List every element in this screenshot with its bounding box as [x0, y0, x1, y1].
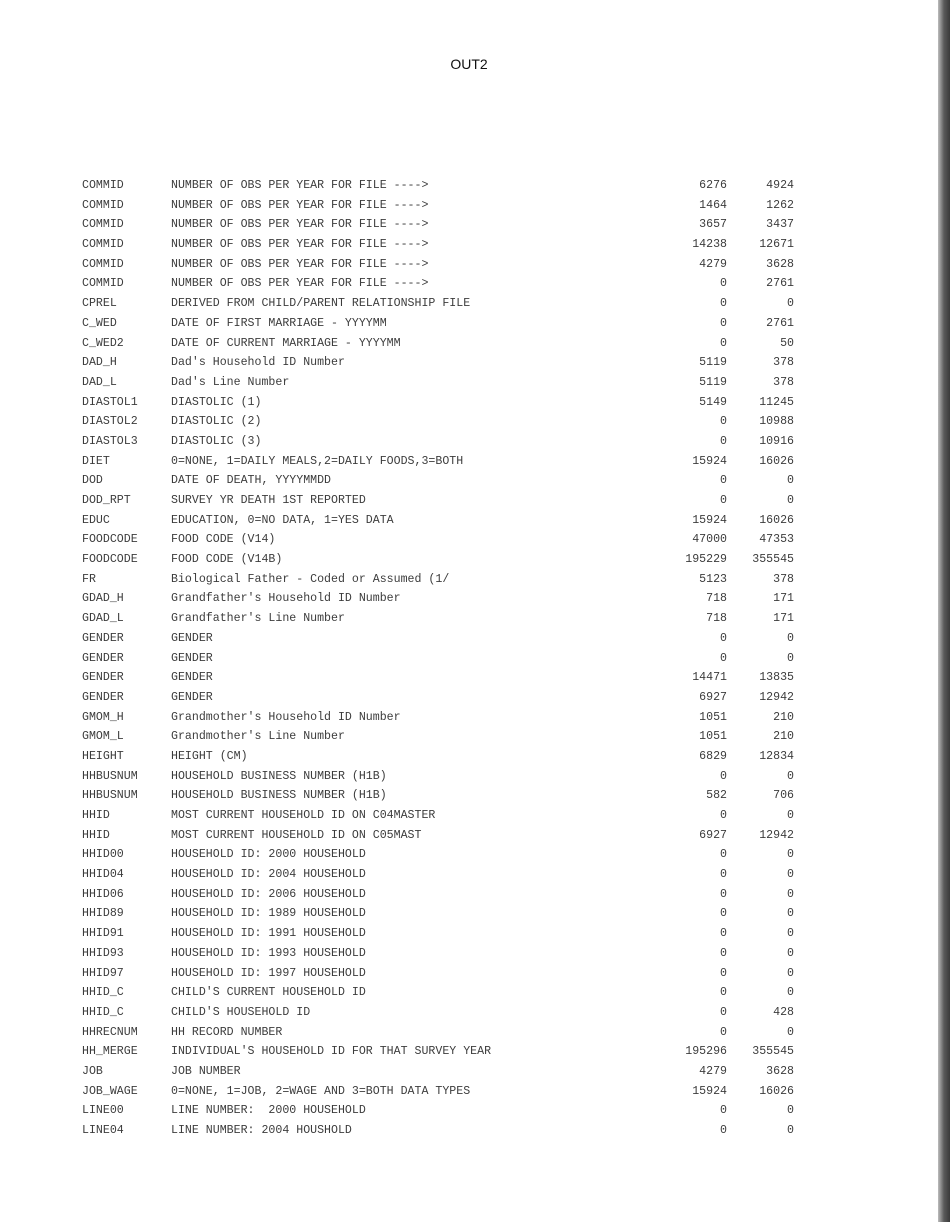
- count-col-2: 378: [773, 356, 794, 370]
- variable-description: GENDER: [171, 671, 213, 685]
- variable-description: GENDER: [171, 651, 213, 665]
- variable-name: C_WED: [82, 316, 117, 330]
- count-col-1: 6927: [699, 690, 727, 704]
- count-col-2: 0: [787, 986, 794, 1000]
- table-row: [82, 806, 802, 826]
- count-col-1: 47000: [692, 533, 727, 547]
- count-col-2: 16026: [759, 513, 794, 527]
- variable-name: LINE04: [82, 1124, 124, 1137]
- count-col-2: 355545: [752, 1045, 794, 1059]
- variable-name: HHID_C: [82, 1005, 124, 1019]
- table-row: [82, 570, 802, 590]
- variable-description: DERIVED FROM CHILD/PARENT RELATIONSHIP FILE: [171, 297, 471, 311]
- variable-name: HEIGHT: [82, 749, 124, 763]
- table-row: [82, 688, 802, 708]
- count-col-2: 1262: [766, 198, 794, 212]
- table-row: [82, 944, 802, 964]
- count-col-1: 5123: [699, 572, 727, 586]
- count-col-2: 355545: [752, 553, 794, 567]
- count-col-2: 12942: [759, 828, 794, 842]
- page-edge-shadow: [938, 0, 950, 1222]
- table-row: [82, 1082, 802, 1102]
- variable-name: DIASTOL3: [82, 434, 138, 448]
- variable-name: COMMID: [82, 198, 124, 212]
- table-row: [82, 294, 802, 314]
- variable-name: FOODCODE: [82, 553, 138, 567]
- count-col-1: 0: [720, 336, 727, 350]
- count-col-1: 6276: [699, 179, 727, 192]
- variable-name: HHID93: [82, 946, 124, 960]
- table-row: [82, 196, 802, 216]
- variable-name: COMMID: [82, 257, 124, 271]
- count-col-2: 16026: [759, 454, 794, 468]
- count-col-2: 0: [787, 907, 794, 921]
- count-col-1: 0: [720, 809, 727, 822]
- variable-description: DIASTOLIC (2): [171, 415, 262, 429]
- count-col-2: 3628: [766, 257, 794, 271]
- table-row: [82, 353, 802, 373]
- table-row: [82, 964, 802, 984]
- variable-description: DIASTOLIC (1): [171, 395, 262, 409]
- variable-description: Grandfather's Household ID Number: [171, 592, 401, 606]
- variable-description: Dad's Line Number: [171, 375, 290, 389]
- count-col-1: 0: [720, 474, 727, 488]
- count-col-1: 5149: [699, 395, 727, 409]
- variable-description: HOUSEHOLD ID: 1991 HOUSEHOLD: [171, 927, 366, 941]
- variable-description: MOST CURRENT HOUSEHOLD ID ON C05MAST: [171, 828, 422, 842]
- table-row: [82, 983, 802, 1003]
- count-col-1: 0: [720, 415, 727, 429]
- table-row: [82, 215, 802, 235]
- count-col-2: 0: [787, 887, 794, 901]
- table-row: [82, 432, 802, 452]
- variable-name: HHID97: [82, 966, 124, 980]
- count-col-2: 13835: [759, 671, 794, 685]
- count-col-1: 0: [720, 1124, 727, 1137]
- table-row: [82, 904, 802, 924]
- count-col-1: 718: [706, 592, 727, 606]
- count-col-1: 0: [720, 434, 727, 448]
- variable-name: HHID00: [82, 848, 124, 862]
- variable-description: NUMBER OF OBS PER YEAR FOR FILE ---->: [171, 257, 429, 271]
- variable-name: HHRECNUM: [82, 1025, 138, 1039]
- variable-name: GENDER: [82, 631, 124, 645]
- count-col-1: 0: [720, 297, 727, 311]
- count-col-2: 47353: [759, 533, 794, 547]
- variable-name: GMOM_L: [82, 730, 124, 744]
- variable-description: Dad's Household ID Number: [171, 356, 345, 370]
- count-col-1: 0: [720, 1025, 727, 1039]
- table-row: [82, 373, 802, 393]
- table-row: [82, 649, 802, 669]
- variable-name: HHID06: [82, 887, 124, 901]
- variable-name: HHID_C: [82, 986, 124, 1000]
- variable-description: NUMBER OF OBS PER YEAR FOR FILE ---->: [171, 238, 429, 252]
- count-col-1: 0: [720, 868, 727, 882]
- variable-name: DAD_L: [82, 375, 117, 389]
- variable-name: C_WED2: [82, 336, 124, 350]
- count-col-1: 0: [720, 907, 727, 921]
- count-col-2: 706: [773, 789, 794, 803]
- variable-description: CHILD'S CURRENT HOUSEHOLD ID: [171, 986, 366, 1000]
- variable-name: HHID: [82, 809, 110, 822]
- count-col-1: 195229: [685, 553, 727, 567]
- table-row: [82, 826, 802, 846]
- variable-name: HHID04: [82, 868, 124, 882]
- count-col-1: 5119: [699, 356, 727, 370]
- variable-description: DATE OF CURRENT MARRIAGE - YYYYMM: [171, 336, 401, 350]
- count-col-2: 0: [787, 651, 794, 665]
- variable-description: NUMBER OF OBS PER YEAR FOR FILE ---->: [171, 179, 429, 192]
- variable-description: 0=NONE, 1=DAILY MEALS,2=DAILY FOODS,3=BOTH: [171, 454, 464, 468]
- count-col-2: 171: [773, 592, 794, 606]
- count-col-1: 718: [706, 612, 727, 626]
- variable-name: DOD: [82, 474, 103, 488]
- table-row: [82, 314, 802, 334]
- variable-description: 0=NONE, 1=JOB, 2=WAGE AND 3=BOTH DATA TYPES: [171, 1084, 471, 1098]
- table-row: [82, 845, 802, 865]
- table-row: [82, 885, 802, 905]
- variable-name: LINE00: [82, 1104, 124, 1118]
- count-col-2: 12942: [759, 690, 794, 704]
- count-col-2: 0: [787, 927, 794, 941]
- variable-description: HOUSEHOLD ID: 1993 HOUSEHOLD: [171, 946, 366, 960]
- count-col-1: 0: [720, 316, 727, 330]
- count-col-2: 0: [787, 1124, 794, 1137]
- count-col-2: 0: [787, 848, 794, 862]
- count-col-2: 428: [773, 1005, 794, 1019]
- variable-name: DIASTOL2: [82, 415, 138, 429]
- count-col-2: 0: [787, 474, 794, 488]
- count-col-2: 0: [787, 1025, 794, 1039]
- count-col-2: 3628: [766, 1064, 794, 1078]
- variable-description: DATE OF FIRST MARRIAGE - YYYYMM: [171, 316, 387, 330]
- count-col-1: 195296: [685, 1045, 727, 1059]
- table-row: [82, 1023, 802, 1043]
- variable-description: NUMBER OF OBS PER YEAR FOR FILE ---->: [171, 218, 429, 232]
- variable-name: COMMID: [82, 238, 124, 252]
- variable-description: CHILD'S HOUSEHOLD ID: [171, 1005, 311, 1019]
- table-row: [82, 629, 802, 649]
- count-col-2: 0: [787, 868, 794, 882]
- count-col-1: 1051: [699, 730, 727, 744]
- count-col-2: 0: [787, 946, 794, 960]
- table-row: [82, 274, 802, 294]
- count-col-1: 15924: [692, 513, 727, 527]
- variable-name: DIASTOL1: [82, 395, 138, 409]
- table-row: [82, 924, 802, 944]
- count-col-1: 1464: [699, 198, 727, 212]
- table-row: [82, 550, 802, 570]
- variable-name: HHID89: [82, 907, 124, 921]
- count-col-1: 0: [720, 946, 727, 960]
- count-col-2: 0: [787, 769, 794, 783]
- count-col-1: 4279: [699, 1064, 727, 1078]
- table-row: [82, 1101, 802, 1121]
- count-col-2: 50: [780, 336, 794, 350]
- variable-description: EDUCATION, 0=NO DATA, 1=YES DATA: [171, 513, 394, 527]
- count-col-2: 16026: [759, 1084, 794, 1098]
- variable-description: FOOD CODE (V14): [171, 533, 276, 547]
- table-row: [82, 708, 802, 728]
- variable-name: DIET: [82, 454, 110, 468]
- table-row: [82, 668, 802, 688]
- variable-name: DOD_RPT: [82, 494, 131, 507]
- variable-name: DAD_H: [82, 356, 117, 370]
- table-row: [82, 176, 802, 196]
- table-row: [82, 1042, 802, 1062]
- count-col-2: 378: [773, 375, 794, 389]
- variable-name: HH_MERGE: [82, 1045, 138, 1059]
- variable-list: [82, 176, 802, 1141]
- table-row: [82, 1003, 802, 1023]
- variable-name: FR: [82, 572, 96, 586]
- variable-description: HOUSEHOLD ID: 1997 HOUSEHOLD: [171, 966, 366, 980]
- variable-description: LINE NUMBER: 2004 HOUSHOLD: [171, 1124, 352, 1137]
- count-col-2: 0: [787, 1104, 794, 1118]
- variable-name: COMMID: [82, 218, 124, 232]
- variable-description: Grandfather's Line Number: [171, 612, 345, 626]
- count-col-2: 10988: [759, 415, 794, 429]
- variable-description: FOOD CODE (V14B): [171, 553, 283, 567]
- table-row: [82, 255, 802, 275]
- variable-name: GDAD_H: [82, 592, 124, 606]
- variable-description: GENDER: [171, 690, 213, 704]
- variable-description: HOUSEHOLD ID: 1989 HOUSEHOLD: [171, 907, 366, 921]
- table-row: [82, 334, 802, 354]
- count-col-1: 0: [720, 966, 727, 980]
- count-col-2: 11245: [759, 395, 794, 409]
- count-col-1: 582: [706, 789, 727, 803]
- variable-name: GMOM_H: [82, 710, 124, 724]
- table-row: [82, 786, 802, 806]
- count-col-2: 0: [787, 631, 794, 645]
- variable-name: GDAD_L: [82, 612, 124, 626]
- variable-description: SURVEY YR DEATH 1ST REPORTED: [171, 494, 366, 507]
- table-row: [82, 1121, 802, 1141]
- variable-description: LINE NUMBER: 2000 HOUSEHOLD: [171, 1104, 366, 1118]
- variable-name: JOB: [82, 1064, 103, 1078]
- variable-description: MOST CURRENT HOUSEHOLD ID ON C04MASTER: [171, 809, 436, 822]
- count-col-1: 14238: [692, 238, 727, 252]
- count-col-1: 6927: [699, 828, 727, 842]
- count-col-1: 0: [720, 1005, 727, 1019]
- variable-description: INDIVIDUAL'S HOUSEHOLD ID FOR THAT SURVEY YEAR: [171, 1045, 492, 1059]
- count-col-2: 0: [787, 809, 794, 822]
- count-col-1: 0: [720, 277, 727, 291]
- count-col-1: 0: [720, 887, 727, 901]
- variable-description: HOUSEHOLD BUSINESS NUMBER (H1B): [171, 789, 387, 803]
- variable-name: HHBUSNUM: [82, 769, 138, 783]
- count-col-2: 378: [773, 572, 794, 586]
- count-col-2: 12671: [759, 238, 794, 252]
- count-col-2: 2761: [766, 277, 794, 291]
- table-row: [82, 865, 802, 885]
- count-col-2: 2761: [766, 316, 794, 330]
- count-col-2: 0: [787, 966, 794, 980]
- page-title: OUT2: [450, 56, 488, 72]
- count-col-2: 210: [773, 730, 794, 744]
- table-row: [82, 393, 802, 413]
- table-row: [82, 452, 802, 472]
- variable-description: HOUSEHOLD BUSINESS NUMBER (H1B): [171, 769, 387, 783]
- table-row: [82, 530, 802, 550]
- variable-name: FOODCODE: [82, 533, 138, 547]
- count-col-1: 0: [720, 986, 727, 1000]
- table-row: [82, 767, 802, 787]
- count-col-1: 0: [720, 927, 727, 941]
- variable-description: Grandmother's Line Number: [171, 730, 345, 744]
- variable-description: Grandmother's Household ID Number: [171, 710, 401, 724]
- count-col-2: 0: [787, 494, 794, 507]
- variable-name: CPREL: [82, 297, 117, 311]
- variable-name: GENDER: [82, 651, 124, 665]
- variable-description: HOUSEHOLD ID: 2004 HOUSEHOLD: [171, 868, 366, 882]
- variable-description: HH RECORD NUMBER: [171, 1025, 283, 1039]
- variable-description: HOUSEHOLD ID: 2006 HOUSEHOLD: [171, 887, 366, 901]
- variable-description: HEIGHT (CM): [171, 749, 248, 763]
- variable-name: COMMID: [82, 179, 124, 192]
- count-col-2: 4924: [766, 179, 794, 192]
- variable-name: HHID91: [82, 927, 124, 941]
- count-col-2: 171: [773, 612, 794, 626]
- table-row: [82, 471, 802, 491]
- count-col-2: 0: [787, 297, 794, 311]
- variable-description: GENDER: [171, 631, 213, 645]
- variable-name: EDUC: [82, 513, 110, 527]
- variable-description: Biological Father - Coded or Assumed (1/: [171, 572, 450, 586]
- table-row: [82, 412, 802, 432]
- count-col-1: 3657: [699, 218, 727, 232]
- count-col-1: 0: [720, 494, 727, 507]
- count-col-2: 12834: [759, 749, 794, 763]
- variable-name: GENDER: [82, 671, 124, 685]
- count-col-1: 15924: [692, 1084, 727, 1098]
- count-col-1: 0: [720, 769, 727, 783]
- count-col-2: 10916: [759, 434, 794, 448]
- variable-description: NUMBER OF OBS PER YEAR FOR FILE ---->: [171, 277, 429, 291]
- count-col-1: 6829: [699, 749, 727, 763]
- variable-description: JOB NUMBER: [171, 1064, 241, 1078]
- count-col-1: 0: [720, 631, 727, 645]
- table-row: [82, 511, 802, 531]
- count-col-1: 0: [720, 848, 727, 862]
- table-row: [82, 235, 802, 255]
- count-col-1: 0: [720, 651, 727, 665]
- count-col-2: 3437: [766, 218, 794, 232]
- variable-description: DIASTOLIC (3): [171, 434, 262, 448]
- table-row: [82, 1062, 802, 1082]
- variable-name: COMMID: [82, 277, 124, 291]
- table-row: [82, 609, 802, 629]
- count-col-1: 5119: [699, 375, 727, 389]
- table-row: [82, 589, 802, 609]
- count-col-2: 210: [773, 710, 794, 724]
- count-col-1: 14471: [692, 671, 727, 685]
- count-col-1: 1051: [699, 710, 727, 724]
- variable-description: NUMBER OF OBS PER YEAR FOR FILE ---->: [171, 198, 429, 212]
- variable-name: JOB_WAGE: [82, 1084, 138, 1098]
- variable-description: DATE OF DEATH, YYYYMMDD: [171, 474, 332, 488]
- variable-name: HHBUSNUM: [82, 789, 138, 803]
- table-row: [82, 727, 802, 747]
- count-col-1: 4279: [699, 257, 727, 271]
- table-row: [82, 491, 802, 511]
- count-col-1: 0: [720, 1104, 727, 1118]
- variable-name: HHID: [82, 828, 110, 842]
- variable-description: HOUSEHOLD ID: 2000 HOUSEHOLD: [171, 848, 366, 862]
- count-col-1: 15924: [692, 454, 727, 468]
- table-row: [82, 747, 802, 767]
- variable-name: GENDER: [82, 690, 124, 704]
